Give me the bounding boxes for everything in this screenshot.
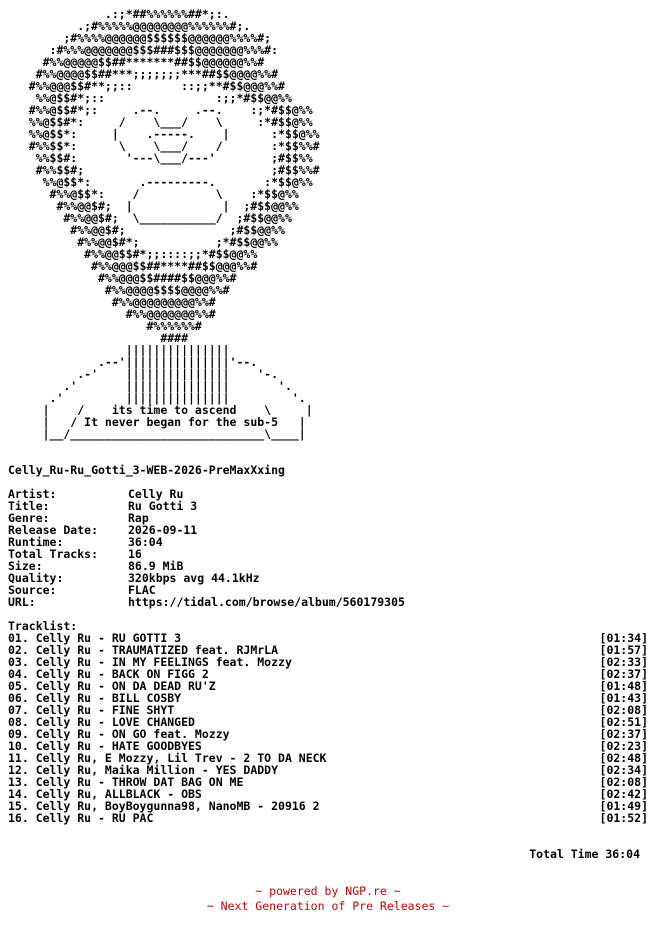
- tracklist: [8, 632, 656, 824]
- info-label: Title:: [8, 499, 50, 513]
- info-label: Artist:: [8, 487, 57, 501]
- info-row: [8, 500, 656, 512]
- info-row: [8, 524, 656, 536]
- info-value: 320kbps avg 44.1kHz: [128, 571, 260, 585]
- track-duration: [02:37]: [599, 727, 648, 741]
- info-row: [8, 488, 656, 500]
- info-row: [8, 596, 656, 608]
- info-value: 86.9 MiB: [128, 559, 184, 573]
- info-label: Total Tracks:: [8, 547, 99, 561]
- info-value: 36:04: [128, 535, 163, 549]
- footer-tagline: ~ Next Generation of Pre Releases ~: [206, 899, 450, 913]
- track-title: 14. Celly Ru, ALLBLACK - OBS: [8, 787, 202, 801]
- release-name: Celly_Ru-Ru_Gotti_3-WEB-2026-PreMaxXxing: [8, 463, 285, 477]
- track-title: 13. Celly Ru - THROW DAT BAG ON ME: [8, 775, 244, 789]
- info-label: Size:: [8, 559, 43, 573]
- track-title: 06. Celly Ru - BILL COSBY: [8, 691, 182, 705]
- info-label: Quality:: [8, 571, 64, 585]
- track-duration: [02:37]: [599, 667, 648, 681]
- info-value: FLAC: [128, 583, 156, 597]
- track-duration: [02:23]: [599, 739, 648, 753]
- track-duration: [01:57]: [599, 643, 648, 657]
- track-title: 15. Celly Ru, BoyBoygunna98, NanoMB - 20916 2: [8, 799, 320, 813]
- info-value: Celly Ru: [128, 487, 184, 501]
- track-duration: [01:43]: [599, 691, 648, 705]
- track-duration: [01:49]: [599, 799, 648, 813]
- info-label: Runtime:: [8, 535, 64, 549]
- track-duration: [02:48]: [599, 751, 648, 765]
- info-label: URL:: [8, 595, 36, 609]
- release-info: [8, 488, 656, 608]
- nfo-document: [8, 8, 656, 860]
- info-label: Genre:: [8, 511, 50, 525]
- info-label: Source:: [8, 583, 57, 597]
- tracklist-label: Tracklist:: [8, 619, 78, 633]
- track-duration: [01:52]: [599, 811, 648, 825]
- info-value: Rap: [128, 511, 149, 525]
- info-row: [8, 572, 656, 584]
- track-duration: [02:42]: [599, 787, 648, 801]
- info-row: [8, 512, 656, 524]
- track-title: 04. Celly Ru - BACK ON FIGG 2: [8, 667, 209, 681]
- info-value: 2026-09-11: [128, 523, 198, 537]
- track-duration: [01:48]: [599, 679, 648, 693]
- track-title: 10. Celly Ru - HATE GOODBYES: [8, 739, 202, 753]
- footer-powered-by: ~ powered by NGP.re ~: [255, 884, 401, 898]
- info-value: Ru Gotti 3: [128, 499, 198, 513]
- track-title: 01. Celly Ru - RU GOTTI 3: [8, 631, 182, 645]
- track-duration: [02:51]: [599, 715, 648, 729]
- track-title: 08. Celly Ru - LOVE CHANGED: [8, 715, 195, 729]
- track-title: 09. Celly Ru - ON GO feat. Mozzy: [8, 727, 230, 741]
- track-duration: [01:34]: [599, 631, 648, 645]
- info-row: [8, 536, 656, 548]
- track-duration: [02:33]: [599, 655, 648, 669]
- track-duration: [02:08]: [599, 703, 648, 717]
- track-title: 05. Celly Ru - ON DA DEAD RU'Z: [8, 679, 216, 693]
- info-value: 16: [128, 547, 142, 561]
- footer: [0, 884, 656, 914]
- info-value: https://tidal.com/browse/album/560179305: [128, 595, 405, 609]
- info-row: [8, 548, 656, 560]
- track-title: 07. Celly Ru - FINE SHYT: [8, 703, 175, 717]
- ascii-art-portrait: .:;*##%%%%%%##*;:. .;#%%%%%@@@@@@@@%%%%%%#;. ;#%%%%@@@@@@$$$$$$@@@@@@%%%%#; :#%%%@@@@@@@$$$###$$$@@@@@@@%%%#: #%%@@@@@$$##*******##$$@@@@@@%%# #%%@@@@$$##***;;;;;;;***##$$@@@@%%# #%%@@@$$#**;;:: ::;;**#$$@@@%%# %%@$$#*;:: :;;*#$$@@%% #%%@$$#*;: .--. .--. :;*#$$@%% %%@$$#*: / \___/ \ :*#$$@%% %%@$$*: | .-----. | :*$$@%% #%%$$*: \ \___/ / :*$$%%# %%$$#: '---\___/---' ;#$$%% #%%$$#; ;#$$%%# %%@$$*: .---------. :*$$@%% #%%@$$*: / \ :*$$@%% #%%@@$#; | | ;#$$@@%% #%%@@$#; \___________/ ;#$$@@%% #%%@@$#; ;#$$@@%% #%%@@$#*; ;*#$$@@%% #%%@@$$#*;;::::;;*#$$@@%% #%%@@@$$##****##$$@@@%%# #%%@@@$$####$$@@@%%# #%%@@@@$$$$@@@@%%# #%%@@@@@@@@@%%# #%%@@@@@@@%%# #%%%%%%# #### ||||||||||||||| .--'|||||||||||||||'--. .-' ||||||||||||||| '-. .' ||||||||||||||| '. .' ||||||||||||||| '. | / its time to ascend \ | | / It never began for the sub-5 | |__/____________________________\____|: [28, 7, 320, 441]
- track-title: 03. Celly Ru - IN MY FEELINGS feat. Mozzy: [8, 655, 292, 669]
- track-title: 11. Celly Ru, E Mozzy, Lil Trev - 2 TO DA NECK: [8, 751, 327, 765]
- info-row: [8, 560, 656, 572]
- track-title: 16. Celly Ru - RU PAC: [8, 811, 154, 825]
- track-duration: [02:34]: [599, 763, 648, 777]
- track-title: 02. Celly Ru - TRAUMATIZED feat. RJMrLA: [8, 643, 279, 657]
- info-label: Release Date:: [8, 523, 99, 537]
- total-time: Total Time 36:04: [529, 847, 640, 861]
- track-title: 12. Celly Ru, Maika Million - YES DADDY: [8, 763, 279, 777]
- track-duration: [02:08]: [599, 775, 648, 789]
- track-row: [8, 812, 648, 824]
